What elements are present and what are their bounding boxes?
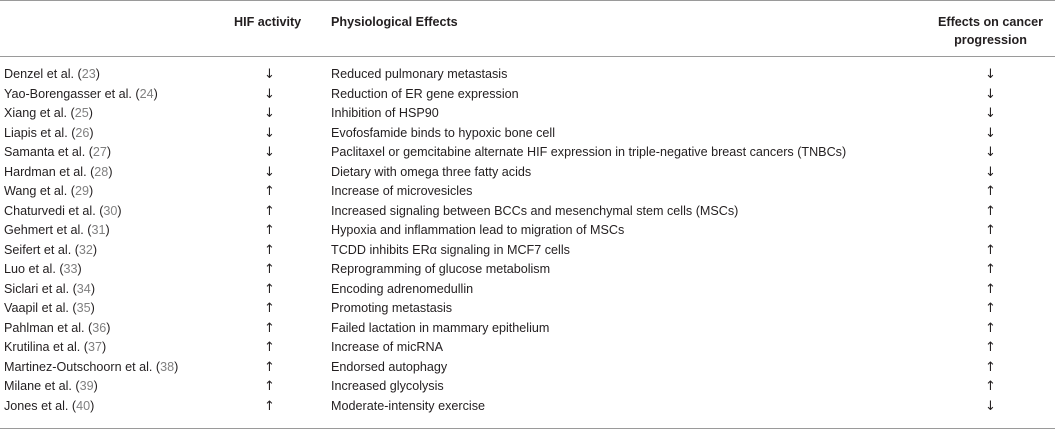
study-cell: [0, 85, 234, 105]
arrow-down-icon: ↓: [264, 67, 275, 82]
study-author: Wang et al. (: [4, 184, 75, 198]
hif-activity-cell: [234, 124, 331, 144]
study-author: Yao-Borengasser et al. (: [4, 86, 140, 101]
table-row: [0, 299, 1055, 319]
physiological-effect-cell: TCDD inhibits ERα signaling in MCF7 cells: [331, 242, 570, 257]
hif-activity-cell: [234, 299, 331, 319]
study-cell: [0, 260, 234, 280]
hif-activity-cell: [234, 163, 331, 183]
study-close-paren: ): [90, 281, 96, 296]
arrow-up-icon: ↑: [264, 281, 275, 297]
study-cell: [0, 358, 234, 378]
study-author: Liapis et al. (: [4, 125, 76, 140]
study-cell: [0, 202, 234, 222]
hif-activity-cell: [234, 358, 331, 378]
study-close-paren: ): [106, 320, 111, 335]
physiological-effect-cell: Dietary with omega three fatty acids: [331, 164, 532, 179]
hif-activity-cell: [234, 260, 331, 280]
arrow-down-icon: ↓: [264, 106, 275, 121]
cancer-progression-cell: [926, 319, 1055, 339]
physiological-effect-cell: Endorsed autophagy: [331, 359, 448, 374]
arrow-up-icon: ↑: [264, 184, 275, 199]
header-effects-on-cancer: [926, 1, 1055, 57]
reference-link[interactable]: 40: [76, 398, 91, 413]
study-author: Luo et al. (: [4, 262, 64, 276]
table-row: [0, 260, 1055, 280]
arrow-up-icon: ↑: [985, 223, 996, 238]
arrow-up-icon: ↑: [985, 359, 996, 375]
study-author: Milane et al. (: [4, 379, 80, 393]
study-cell: [0, 377, 234, 397]
arrow-up-icon: ↑: [985, 320, 996, 336]
cancer-progression-cell: [926, 280, 1055, 300]
table-row: [0, 358, 1055, 378]
cancer-progression-cell: [926, 202, 1055, 222]
study-author: Denzel et al. (: [4, 67, 82, 81]
study-author: Chaturvedi et al. (: [4, 203, 104, 218]
arrow-up-icon: ↑: [264, 320, 275, 336]
cancer-progression-cell: [926, 182, 1055, 202]
header-effects-line2: progression: [954, 33, 1027, 47]
hif-activity-cell: [234, 377, 331, 397]
physiological-effect-cell: Increased glycolysis: [331, 379, 444, 393]
reference-link[interactable]: 33: [63, 262, 78, 276]
table-row: [0, 280, 1055, 300]
reference-link[interactable]: 27: [92, 145, 107, 159]
arrow-up-icon: ↑: [985, 262, 996, 277]
physiological-effect-cell: Hypoxia and inflammation lead to migration of MSCs: [331, 223, 625, 237]
study-close-paren: ): [90, 398, 95, 413]
table-row: [0, 104, 1055, 124]
study-close-paren: ): [92, 242, 98, 257]
table-row: [0, 143, 1055, 163]
table-row: [0, 377, 1055, 397]
table-row: [0, 57, 1055, 85]
study-cell: [0, 57, 234, 85]
cancer-progression-cell: [926, 299, 1055, 319]
physiological-effect-cell: Increase of micRNA: [331, 340, 443, 354]
study-close-paren: ): [106, 145, 112, 159]
arrow-down-icon: ↓: [264, 145, 275, 160]
header-hif-activity: HIF activity: [234, 1, 331, 57]
table-row: [0, 338, 1055, 358]
cancer-progression-cell: [926, 358, 1055, 378]
hif-activity-cell: [234, 319, 331, 339]
study-cell: [0, 124, 234, 144]
study-close-paren: ): [105, 223, 110, 237]
table-row: [0, 163, 1055, 183]
table-row: [0, 124, 1055, 144]
arrow-down-icon: ↓: [264, 125, 275, 141]
study-author: Siclari et al. (: [4, 281, 77, 296]
study-author: Jones et al. (: [4, 398, 77, 413]
table-row: [0, 85, 1055, 105]
hif-activity-cell: [234, 241, 331, 261]
reference-link[interactable]: 38: [160, 359, 175, 374]
table-row: [0, 221, 1055, 241]
cancer-progression-cell: [926, 104, 1055, 124]
arrow-down-icon: ↓: [985, 164, 996, 180]
study-close-paren: ): [93, 379, 98, 393]
arrow-down-icon: ↓: [985, 145, 996, 160]
arrow-up-icon: ↑: [985, 301, 996, 316]
cancer-progression-cell: [926, 241, 1055, 261]
header-effects-line1: Effects on cancer: [938, 15, 1043, 29]
table-row: [0, 319, 1055, 339]
reference-link[interactable]: 23: [81, 67, 96, 81]
hif-activity-cell: [234, 280, 331, 300]
study-close-paren: ): [117, 203, 122, 218]
arrow-up-icon: ↑: [985, 281, 996, 297]
study-author: Hardman et al. (: [4, 164, 95, 179]
study-cell: [0, 182, 234, 202]
study-close-paren: ): [88, 184, 94, 198]
study-author: Martinez-Outschoorn et al. (: [4, 359, 161, 374]
study-author: Samanta et al. (: [4, 145, 93, 159]
arrow-up-icon: ↑: [985, 379, 996, 394]
hif-activity-cell: [234, 182, 331, 202]
physiological-effect-cell: Reduced pulmonary metastasis: [331, 67, 508, 81]
reference-link[interactable]: 28: [94, 164, 109, 179]
study-author: Gehmert et al. (: [4, 223, 92, 237]
physiological-effect-cell: Evofosfamide binds to hypoxic bone cell: [331, 125, 556, 140]
cancer-progression-cell: [926, 377, 1055, 397]
arrow-up-icon: ↑: [264, 398, 275, 414]
arrow-up-icon: ↑: [985, 184, 996, 199]
arrow-down-icon: ↓: [985, 398, 996, 414]
arrow-down-icon: ↓: [985, 67, 996, 82]
physiological-effect-cell: Reprogramming of glucose metabolism: [331, 262, 551, 276]
table-row: [0, 202, 1055, 222]
study-close-paren: ): [90, 301, 95, 315]
reference-link[interactable]: 32: [78, 242, 93, 257]
study-cell: [0, 338, 234, 358]
reference-link[interactable]: 24: [139, 86, 154, 101]
header-study: [0, 1, 234, 57]
cancer-progression-cell: [926, 143, 1055, 163]
hif-activity-cell: [234, 202, 331, 222]
study-cell: [0, 163, 234, 183]
arrow-up-icon: ↑: [985, 340, 996, 355]
study-cell: [0, 143, 234, 163]
physiological-effect-cell: Reduction of ER gene expression: [331, 86, 519, 101]
header-physiological-effects: Physiological Effects: [331, 1, 926, 57]
hif-activity-cell: [234, 397, 331, 417]
arrow-up-icon: ↑: [264, 262, 275, 277]
study-author: Vaapil et al. (: [4, 301, 77, 315]
study-close-paren: ): [108, 164, 113, 179]
study-close-paren: ): [89, 125, 94, 140]
cancer-progression-cell: [926, 397, 1055, 417]
study-cell: [0, 280, 234, 300]
arrow-down-icon: ↓: [264, 86, 275, 102]
study-cell: [0, 397, 234, 417]
hif-activity-cell: [234, 104, 331, 124]
table-row: [0, 182, 1055, 202]
reference-link[interactable]: 30: [103, 203, 118, 218]
study-close-paren: ): [174, 359, 179, 374]
arrow-up-icon: ↑: [264, 379, 275, 394]
header-row: [0, 1, 1055, 57]
study-close-paren: ): [77, 262, 82, 276]
hif-activity-cell: [234, 143, 331, 163]
reference-link[interactable]: 34: [76, 281, 91, 296]
hif-activity-cell: [234, 221, 331, 241]
cancer-progression-cell: [926, 124, 1055, 144]
cancer-progression-cell: [926, 85, 1055, 105]
arrow-up-icon: ↑: [264, 359, 275, 375]
cancer-progression-cell: [926, 260, 1055, 280]
study-cell: [0, 299, 234, 319]
arrow-up-icon: ↑: [264, 203, 275, 219]
study-author: Krutilina et al. (: [4, 340, 88, 354]
study-close-paren: ): [95, 67, 100, 81]
study-cell: [0, 221, 234, 241]
physiological-effect-cell: Failed lactation in mammary epithelium: [331, 320, 550, 335]
study-author: Xiang et al. (: [4, 106, 75, 120]
study-author: Seifert et al. (: [4, 242, 79, 257]
physiological-effect-cell: Moderate-intensity exercise: [331, 398, 485, 413]
bottom-rule: [0, 428, 1055, 429]
cancer-progression-cell: [926, 221, 1055, 241]
cancer-progression-cell: [926, 57, 1055, 85]
hif-activity-cell: [234, 85, 331, 105]
physiological-effect-cell: Inhibition of HSP90: [331, 106, 439, 120]
study-close-paren: ): [153, 86, 158, 101]
hif-activity-cell: [234, 338, 331, 358]
arrow-down-icon: ↓: [985, 106, 996, 121]
arrow-up-icon: ↑: [985, 242, 996, 258]
reference-link[interactable]: 25: [74, 106, 89, 120]
study-author: Pahlman et al. (: [4, 320, 93, 335]
reference-link[interactable]: 26: [75, 125, 90, 140]
arrow-up-icon: ↑: [264, 301, 275, 316]
reference-link[interactable]: 37: [88, 340, 103, 354]
study-cell: [0, 241, 234, 261]
table-row: [0, 397, 1055, 417]
reference-link[interactable]: 29: [74, 184, 89, 198]
arrow-down-icon: ↓: [985, 86, 996, 102]
study-close-paren: ): [88, 106, 93, 120]
physiological-effect-cell: Increased signaling between BCCs and mesenchymal stem cells (MSCs): [331, 203, 739, 218]
study-cell: [0, 104, 234, 124]
arrow-up-icon: ↑: [264, 340, 275, 355]
cancer-progression-cell: [926, 163, 1055, 183]
arrow-down-icon: ↓: [264, 164, 275, 180]
arrow-up-icon: ↑: [985, 203, 996, 219]
table-row: [0, 241, 1055, 261]
study-close-paren: ): [102, 340, 107, 354]
study-cell: [0, 319, 234, 339]
arrow-up-icon: ↑: [264, 242, 275, 258]
reference-link[interactable]: 31: [91, 223, 106, 237]
reference-link[interactable]: 35: [76, 301, 91, 315]
arrow-down-icon: ↓: [985, 125, 996, 141]
physiological-effect-cell: Increase of microvesicles: [331, 184, 473, 198]
physiological-effect-cell: Paclitaxel or gemcitabine alternate HIF expression in triple-negative breast cancers (TNBCs): [331, 145, 847, 159]
physiological-effect-cell: Encoding adrenomedullin: [331, 281, 474, 296]
reference-link[interactable]: 36: [92, 320, 107, 335]
arrow-up-icon: ↑: [264, 223, 275, 238]
cancer-progression-cell: [926, 338, 1055, 358]
hif-activity-cell: [234, 57, 331, 85]
physiological-effect-cell: Promoting metastasis: [331, 301, 453, 315]
reference-link[interactable]: 39: [79, 379, 94, 393]
